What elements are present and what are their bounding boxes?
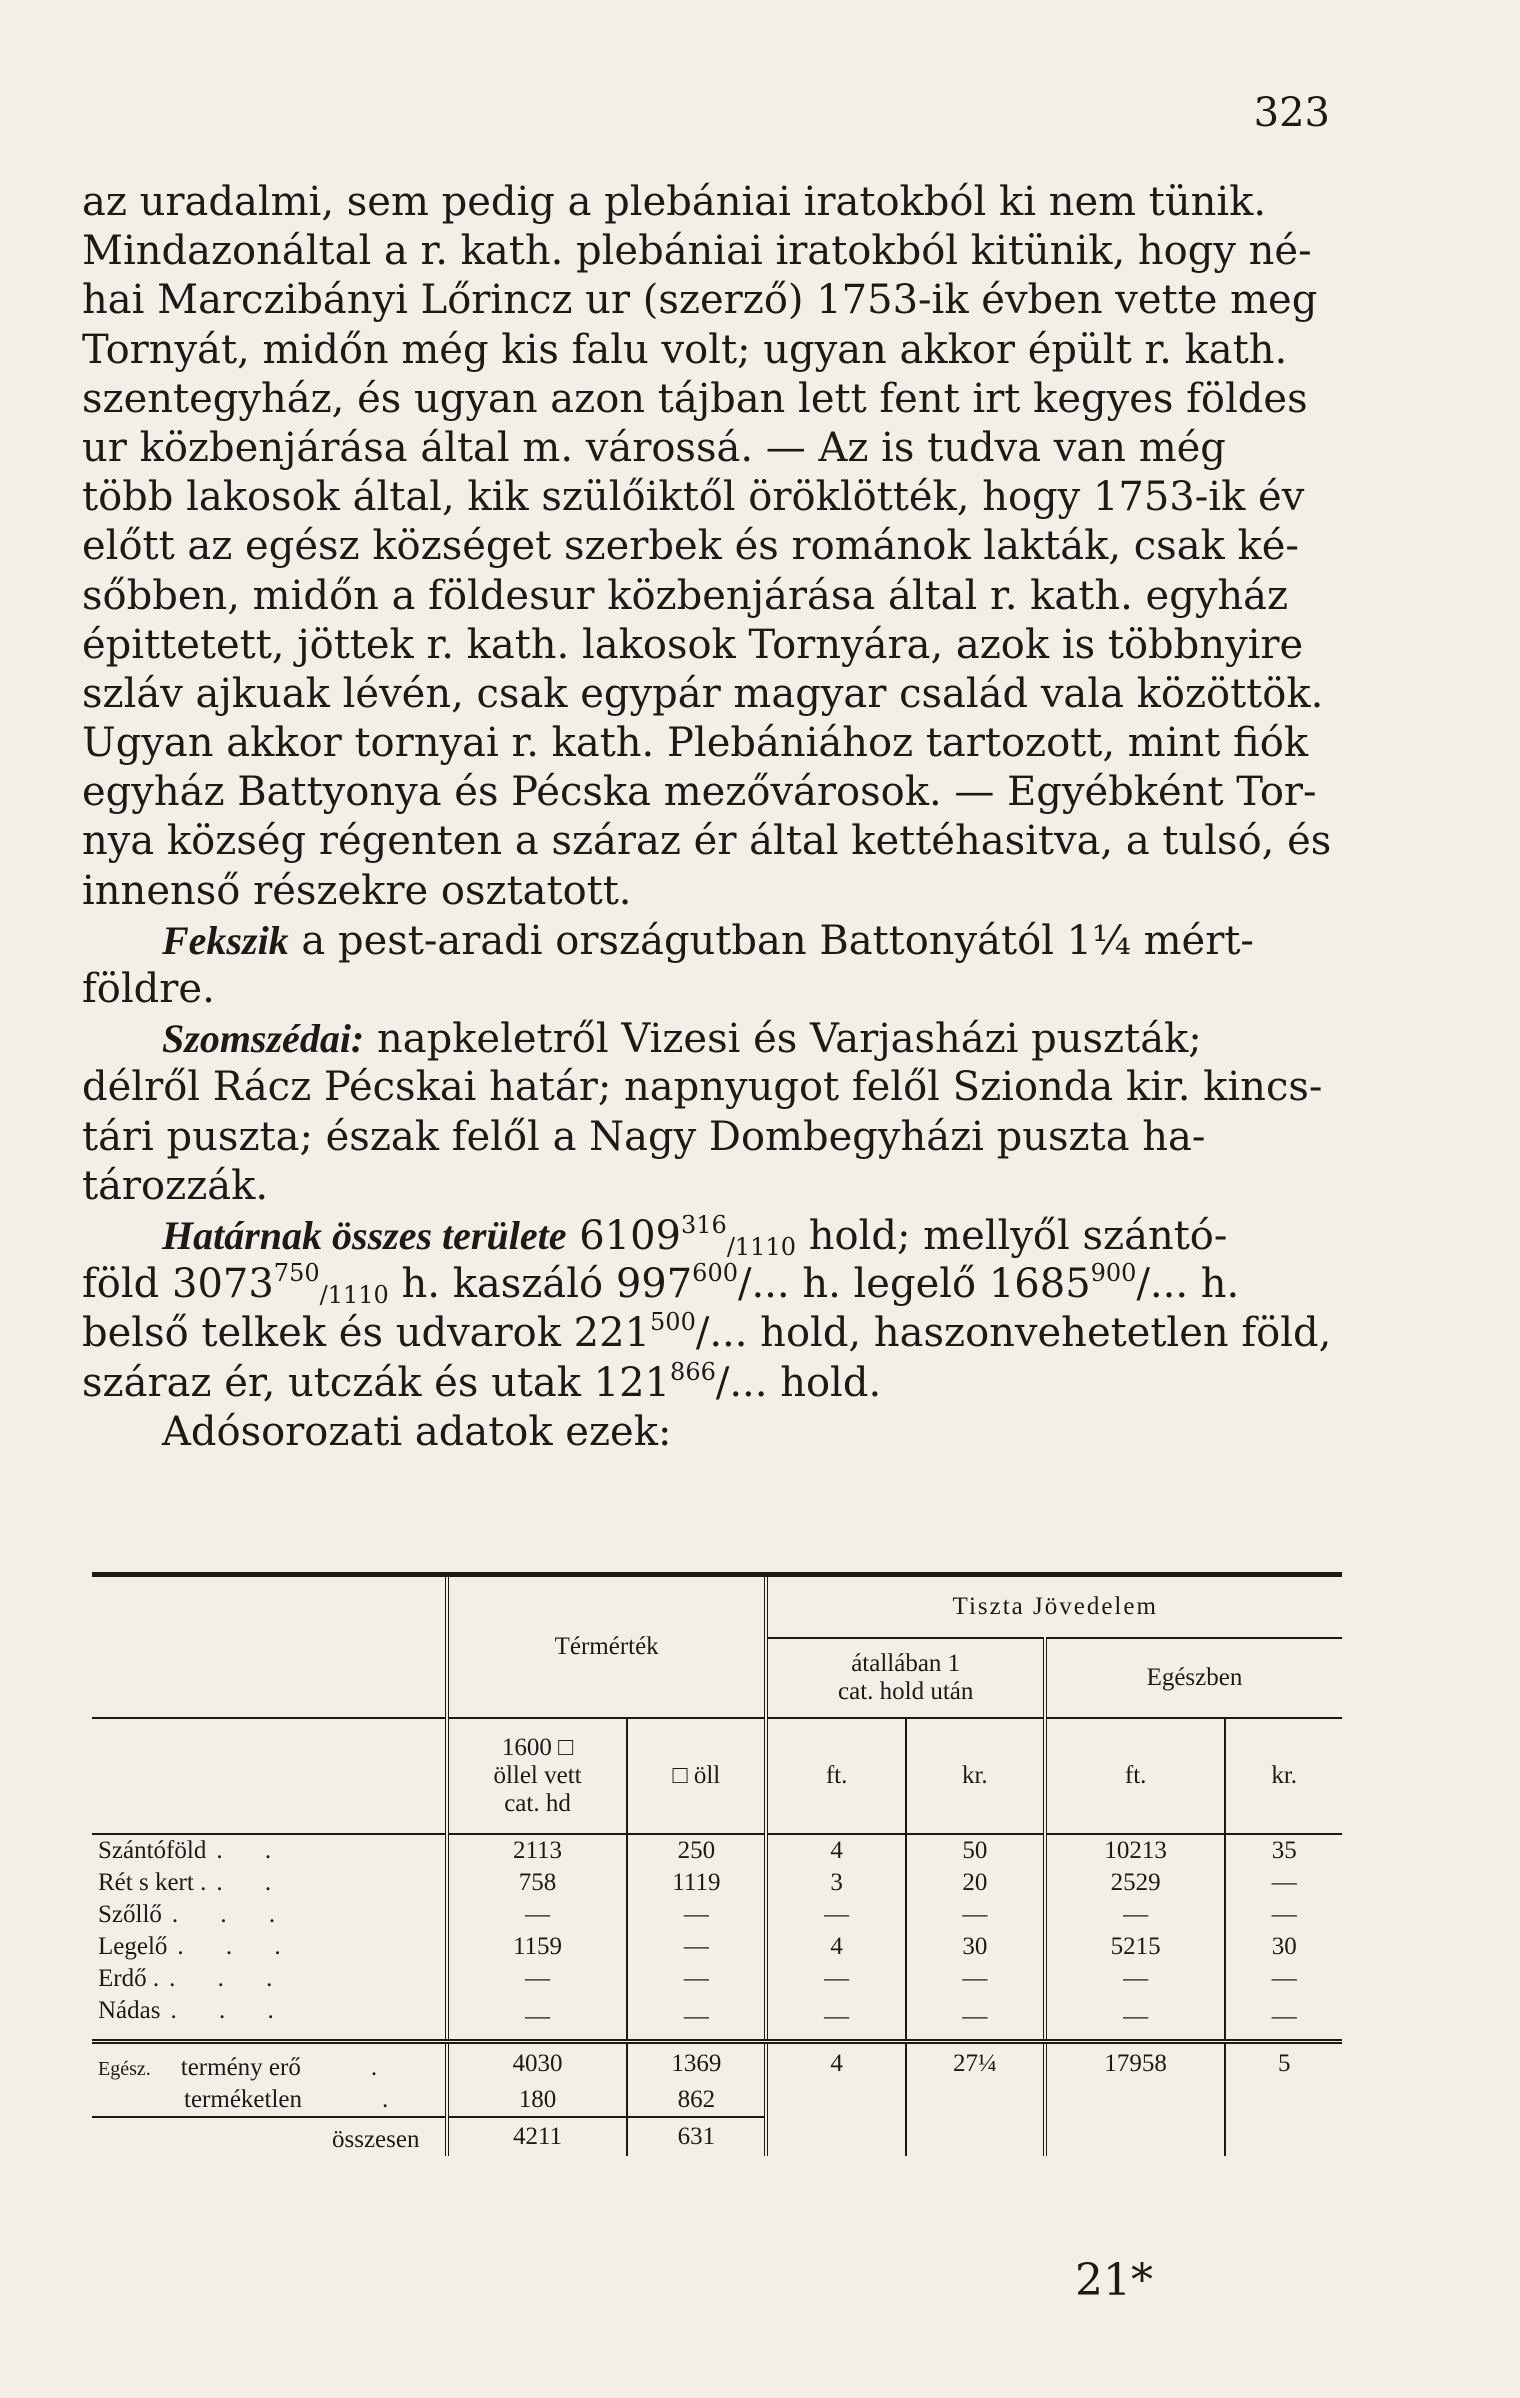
side-label: Egész. (98, 2058, 151, 2080)
hatar-b3-rest: /... h. (1136, 1261, 1240, 1308)
cell-kr (906, 2084, 1045, 2117)
text-line: Tornyát, midőn még kis falu volt; ugyan akkor épült r. kath. (82, 326, 1288, 373)
header-tiszta-jovedelem: Tiszta Jövedelem (766, 1575, 1342, 1639)
header-1600 (447, 1718, 627, 1834)
szomszedai-label: Szomszédai: (162, 1016, 365, 1062)
text-line: Mindazonáltal a r. kath. plebániai iratokból kitünik, hogy né- (82, 228, 1312, 275)
cell-ft: — (766, 1995, 905, 2042)
body-text (82, 178, 1352, 1457)
cell-ft: — (766, 1899, 905, 1931)
fekszik-line (82, 916, 1352, 965)
text-line: délről Rácz Pécskai határ; napnyugot felől Szionda kir. kincs- (82, 1064, 1323, 1111)
hatar-b2: h. kaszáló 997 (388, 1261, 693, 1308)
cell-ol: — (627, 1899, 766, 1931)
cell-kr: 27¼ (906, 2042, 1045, 2085)
row-label: Legelő . . . (98, 1933, 299, 1960)
hatar-line-2 (82, 1260, 1352, 1309)
cell-ekr: 30 (1225, 1931, 1342, 1963)
fekszik-text-a: a pest-aradi országutban Battonyától 1 (288, 917, 1093, 964)
cell-kr: — (906, 1899, 1045, 1931)
cell-ft: — (766, 1963, 905, 1995)
adosorozati-line: Adósorozati adatok ezek: (162, 1408, 672, 1455)
cell-eft: 10213 (1045, 1834, 1225, 1867)
empty-header-2 (92, 1718, 447, 1834)
fekszik-text-b: mért- (1130, 917, 1254, 964)
hatar-c1-rest: /... hold, haszonvehetetlen föld, (695, 1310, 1332, 1357)
cell-ekr (1225, 2084, 1342, 2117)
szomszedai-line (82, 1014, 1352, 1063)
cell-eft (1045, 2084, 1225, 2117)
hatar-d1-rest: /... hold. (715, 1359, 882, 1406)
hatar-a1-sup: 316 (681, 1210, 727, 1239)
cell-eft: 5215 (1045, 1931, 1225, 1963)
cell-kr: — (906, 1995, 1045, 2042)
hatar-line-3 (82, 1309, 1352, 1358)
cell-hold: 180 (447, 2084, 627, 2117)
row-label: Egész. termény erő . (98, 2054, 396, 2081)
text-line: több lakosok által, kik szülőiktől öröklötték, hogy 1753-ik év (82, 474, 1305, 521)
header-ft: ft. (766, 1718, 905, 1834)
table-row (92, 2042, 1342, 2085)
text-line: tári puszta; észak felől a Nagy Dombegyházi puszta ha- (82, 1113, 1206, 1160)
row-label: terméketlen . (184, 2086, 407, 2113)
cell-ol: 250 (627, 1834, 766, 1867)
hatar-b1-sup: 750 (273, 1259, 320, 1288)
cell-ft: 4 (766, 2042, 905, 2085)
hatar-a2: hold; mellyől szántó- (795, 1212, 1228, 1259)
empty-cell (1225, 2117, 1342, 2156)
hatar-a1-sub: /1110 (726, 1232, 796, 1261)
page-number: 323 (1253, 90, 1330, 136)
text-line: Ugyan akkor tornyai r. kath. Plebániához tartozott, mint fiók (82, 720, 1309, 767)
header-atlag-2: cat. hold után (838, 1678, 974, 1705)
text-line: nya község régenten a száraz ér által kettéhasitva, a tulsó, és (82, 818, 1332, 865)
total-hold: 4211 (447, 2117, 627, 2156)
hatar-a1: 6109 (566, 1212, 681, 1259)
cell-ol: — (627, 1963, 766, 1995)
cell-ol: — (627, 1931, 766, 1963)
cell-ekr: — (1225, 1899, 1342, 1931)
text-line: szentegyház, és ugyan azon tájban lett fent irt kegyes földes (82, 375, 1308, 422)
header-ol: □ öll (627, 1718, 766, 1834)
text-line: ur közbenjárása által m. várossá. — Az is tudva van még (82, 424, 1226, 471)
text-line: szláv ajkuak lévén, csak egypár magyar család vala közöttök. (82, 670, 1324, 717)
cell-hold: — (447, 1995, 627, 2042)
empty-header (92, 1575, 447, 1719)
text-line: tározzák. (82, 1162, 269, 1209)
text-line: egyház Battyonya és Pécska mezővárosok. — Egyébként Tor- (82, 769, 1317, 816)
row-label: Erdő . . . . (98, 1965, 291, 1992)
cell-hold: — (447, 1963, 627, 1995)
header-atlag (766, 1638, 1044, 1718)
header-1600-a: 1600 □ (501, 1734, 574, 1761)
cell-ol: 862 (627, 2084, 766, 2117)
hatar-line-4 (82, 1359, 1352, 1408)
cell-ft (766, 2084, 905, 2117)
text-line: előtt az egész községet szerbek és románok lakták, csak ké- (82, 523, 1299, 570)
signature-mark: 21* (1075, 2255, 1153, 2306)
fekszik-label: Fekszik (162, 917, 289, 963)
header-1600-b: öllel vett (493, 1762, 582, 1789)
table-row (92, 1867, 1342, 1899)
hatar-b1-sub: /1110 (319, 1281, 389, 1310)
cell-kr: — (906, 1963, 1045, 1995)
cell-eft: 2529 (1045, 1867, 1225, 1899)
header-kr-egesz: kr. (1225, 1718, 1342, 1834)
fekszik-fraction: ¼ (1092, 917, 1131, 964)
text-line: épittetett, jöttek r. kath. lakosok Tornyára, azok is többnyire (82, 621, 1304, 668)
text-line: földre. (82, 966, 215, 1012)
cell-eft: — (1045, 1995, 1225, 2042)
table-row (92, 1963, 1342, 1995)
total-ol: 631 (627, 2117, 766, 2156)
header-egeszben: Egészben (1045, 1638, 1342, 1718)
cell-hold: 1159 (447, 1931, 627, 1963)
hatar-b1: föld 3073 (82, 1261, 274, 1308)
cell-eft: — (1045, 1963, 1225, 1995)
cell-ol: 1119 (627, 1867, 766, 1899)
hatar-b2-sup: 600 (692, 1259, 738, 1288)
text-line: az uradalmi, sem pedig a plebániai iratokból ki nem tünik. (82, 179, 1267, 225)
hatar-b2-rest: /... h. legelő 1685 (737, 1261, 1091, 1308)
text-line: sőbben, midőn a földesur közbenjárása által r. kath. egyház (82, 572, 1289, 619)
table-row (92, 1899, 1342, 1931)
cell-kr: 30 (906, 1931, 1045, 1963)
cell-hold: — (447, 1899, 627, 1931)
cell-hold: 4030 (447, 2042, 627, 2085)
tax-table (92, 1572, 1342, 2156)
hatar-d1-sup: 866 (670, 1357, 716, 1386)
table-row-total (92, 2117, 1342, 2156)
cell-ekr: 5 (1225, 2042, 1342, 2085)
text-line: hai Marczibányi Lőrincz ur (szerző) 1753-ik évben vette meg (82, 277, 1318, 324)
empty-cell (766, 2117, 905, 2156)
cell-ft: 4 (766, 1834, 905, 1867)
cell-ekr: — (1225, 1963, 1342, 1995)
cell-ekr: — (1225, 1995, 1342, 2042)
row-label: Nádas . . . (98, 1997, 292, 2024)
cell-eft: — (1045, 1899, 1225, 1931)
hatar-label: Határnak összes területe (162, 1212, 567, 1258)
header-kr: kr. (906, 1718, 1045, 1834)
table-row (92, 1995, 1342, 2042)
cell-kr: 20 (906, 1867, 1045, 1899)
table-row (92, 1931, 1342, 1963)
hatar-d1: száraz ér, utczák és utak 121 (82, 1359, 671, 1406)
cell-ekr: 35 (1225, 1834, 1342, 1867)
cell-hold: 2113 (447, 1834, 627, 1867)
table-row (92, 1834, 1342, 1867)
empty-cell (906, 2117, 1045, 2156)
header-1600-c: cat. hd (504, 1790, 571, 1817)
hatar-b3-sup: 900 (1090, 1259, 1137, 1288)
cell-ol: — (627, 1995, 766, 2042)
cell-kr: 50 (906, 1834, 1045, 1867)
header-ft-egesz: ft. (1045, 1718, 1225, 1834)
cell-eft: 17958 (1045, 2042, 1225, 2085)
row-label: Szántóföld . . (98, 1837, 290, 1864)
cell-ft: 3 (766, 1867, 905, 1899)
cell-hold: 758 (447, 1867, 627, 1899)
total-label: összesen (92, 2117, 447, 2156)
header-termertek: Térmérték (447, 1575, 767, 1719)
hatar-c1: belső telkek és udvarok 221 (82, 1310, 651, 1357)
empty-cell (1045, 2117, 1225, 2156)
cell-ol: 1369 (627, 2042, 766, 2085)
text-line: innenső részekre osztatott. (82, 867, 632, 914)
row-label: Szőllő . . . (98, 1901, 294, 1928)
hatar-line-1 (82, 1211, 1352, 1260)
szomszedai-text: napkeletről Vizesi és Varjasházi puszták; (364, 1016, 1202, 1063)
cell-ft: 4 (766, 1931, 905, 1963)
cell-ekr: — (1225, 1867, 1342, 1899)
header-atlag-1: átallában 1 (851, 1650, 961, 1677)
row-label: Rét s kert . . . (98, 1869, 290, 1896)
hatar-c1-sup: 500 (650, 1308, 696, 1337)
table-row (92, 2084, 1342, 2117)
